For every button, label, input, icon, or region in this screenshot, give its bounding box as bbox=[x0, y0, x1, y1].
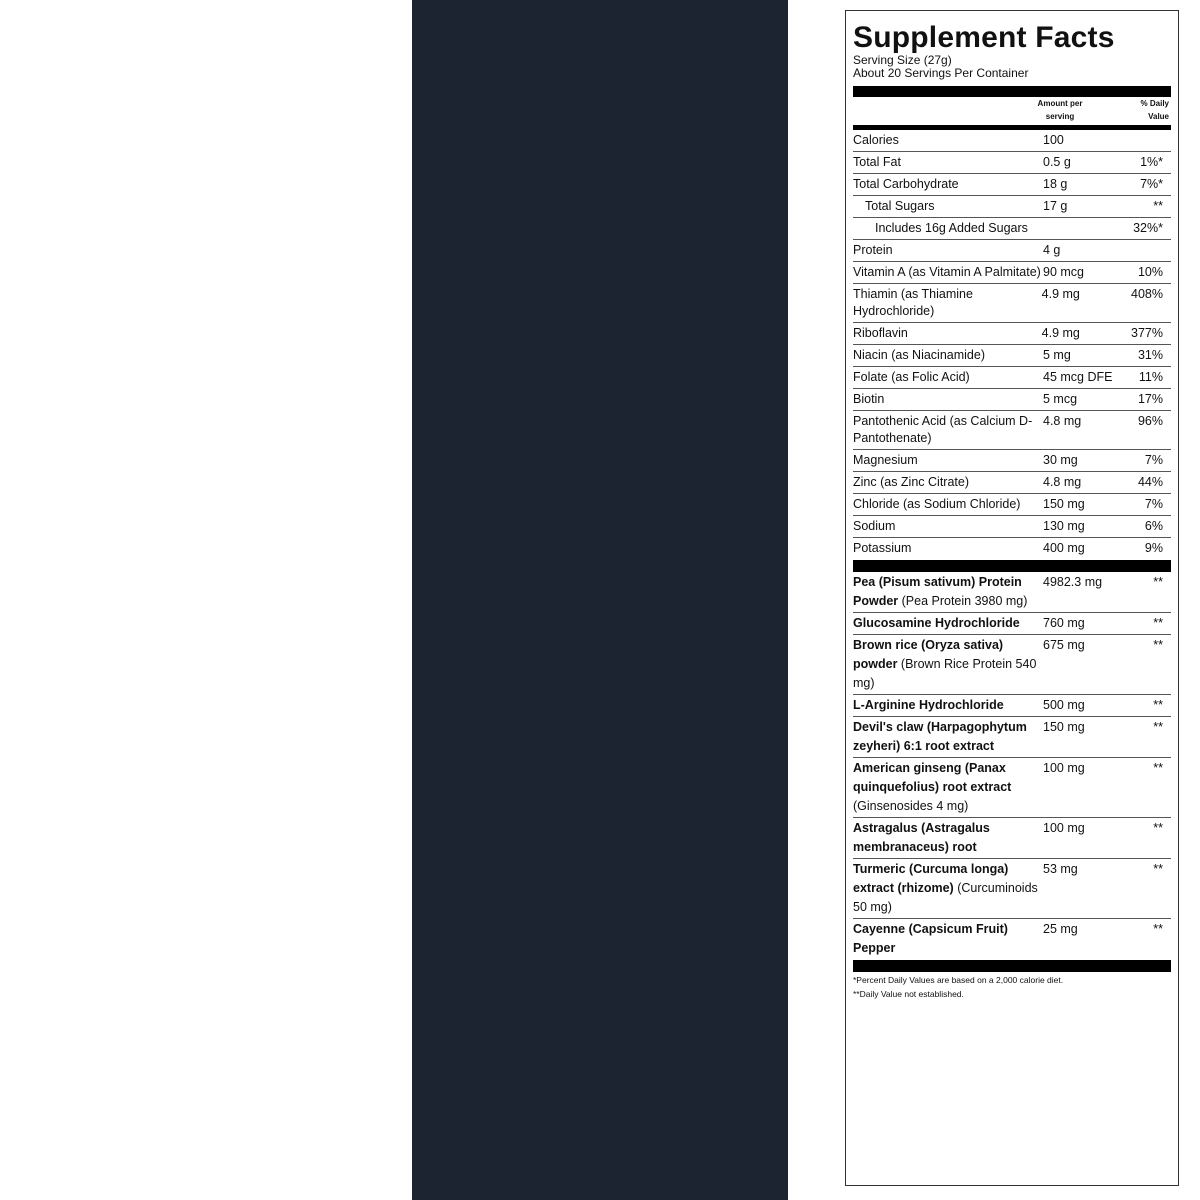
nutrient-amount: 4.8 mg bbox=[1043, 475, 1082, 489]
ingredient-daily-value: ** bbox=[1153, 761, 1163, 775]
nutrient-name: Riboflavin bbox=[853, 326, 908, 340]
nutrient-daily-value: 7%* bbox=[1140, 177, 1163, 191]
nutrient-daily-value: 9% bbox=[1144, 541, 1163, 555]
nutrient-row bbox=[853, 367, 1171, 389]
nutrient-daily-value: 32%* bbox=[1133, 221, 1163, 235]
nutrient-amount: 4.8 mg bbox=[1043, 414, 1082, 428]
ingredient-daily-value: ** bbox=[1153, 575, 1163, 589]
amount-header-line1: Amount per bbox=[1037, 99, 1083, 108]
ingredient-name-bold: Glucosamine Hydrochloride bbox=[853, 616, 1020, 630]
nutrient-amount: 100 bbox=[1043, 133, 1064, 147]
ingredient-amount: 760 mg bbox=[1043, 616, 1085, 630]
ingredient-name bbox=[853, 718, 1043, 756]
ingredient-amount: 100 mg bbox=[1043, 821, 1085, 835]
thick-divider bbox=[853, 86, 1171, 97]
nutrient-name: Magnesium bbox=[853, 453, 918, 467]
footnote-dv-basis: *Percent Daily Values are based on a 2,000 calorie diet. bbox=[853, 975, 1064, 985]
ingredient-name-bold: Pea (Pisum sativum) Protein Powder bbox=[853, 575, 1022, 608]
ingredient-name bbox=[853, 920, 1043, 958]
nutrient-row bbox=[853, 538, 1171, 559]
nutrient-row bbox=[853, 196, 1171, 218]
nutrient-name: Niacin (as Niacinamide) bbox=[853, 348, 985, 362]
ingredient-amount: 25 mg bbox=[1043, 922, 1078, 936]
ingredient-row bbox=[853, 758, 1171, 818]
nutrient-name: Potassium bbox=[853, 541, 912, 555]
nutrient-daily-value: 11% bbox=[1138, 370, 1163, 384]
nutrient-name: Calories bbox=[853, 133, 899, 147]
nutrient-name: Chloride (as Sodium Chloride) bbox=[853, 497, 1021, 511]
nutrient-daily-value bbox=[1133, 132, 1171, 149]
nutrient-name: Pantothenic Acid (as Calcium D-Pantothenate) bbox=[853, 414, 1033, 445]
nutrient-amount: 5 mg bbox=[1043, 348, 1071, 362]
nutrient-amount: 130 mg bbox=[1043, 519, 1085, 533]
ingredient-name bbox=[853, 636, 1043, 693]
amount-per-serving-header bbox=[1025, 97, 1095, 125]
nutrient-row bbox=[853, 174, 1171, 196]
nutrient-daily-value: 6% bbox=[1144, 519, 1163, 533]
nutrient-name: Total Fat bbox=[853, 155, 901, 169]
amount-header-line2: serving bbox=[1045, 112, 1075, 121]
ingredient-name bbox=[853, 819, 1043, 857]
ingredient-amount: 675 mg bbox=[1043, 638, 1085, 652]
ingredient-amount: 150 mg bbox=[1043, 720, 1085, 734]
ingredient-name-bold: Cayenne (Capsicum Fruit) Pepper bbox=[853, 922, 1008, 955]
label-frame bbox=[412, 0, 1169, 1200]
nutrient-amount: 90 mcg bbox=[1043, 265, 1084, 279]
nutrient-daily-value: 96% bbox=[1137, 414, 1163, 428]
servings-per-container: About 20 Servings Per Container bbox=[853, 66, 1029, 80]
nutrient-row bbox=[853, 494, 1171, 516]
footer-divider bbox=[853, 960, 1171, 972]
ingredient-name-bold: Astragalus (Astragalus membranaceus) root bbox=[853, 821, 990, 854]
supplement-facts-box bbox=[845, 10, 1179, 1186]
ingredient-daily-value: ** bbox=[1153, 821, 1163, 835]
column-header bbox=[853, 97, 1171, 125]
nutrient-amount: 4.9 mg bbox=[1041, 287, 1080, 301]
nutrient-row bbox=[853, 411, 1171, 450]
ingredient-name-detail: (Pea Protein 3980 mg) bbox=[898, 594, 1028, 608]
nutrient-daily-value: 10% bbox=[1137, 265, 1163, 279]
ingredient-row bbox=[853, 717, 1171, 758]
nutrient-daily-value: 1%* bbox=[1140, 155, 1163, 169]
ingredient-name-detail: (Curcuminoids 50 mg) bbox=[853, 881, 1038, 914]
ingredient-name bbox=[853, 759, 1043, 816]
ingredient-daily-value: ** bbox=[1153, 922, 1163, 936]
ingredient-daily-value: ** bbox=[1153, 698, 1163, 712]
nutrient-daily-value: 377% bbox=[1131, 326, 1163, 340]
nutrient-row bbox=[853, 450, 1171, 472]
nutrient-name: Biotin bbox=[853, 392, 885, 406]
nutrient-daily-value: 44% bbox=[1137, 475, 1163, 489]
nutrient-daily-value: 17% bbox=[1137, 392, 1163, 406]
ingredient-row bbox=[853, 695, 1171, 717]
nutrient-daily-value: ** bbox=[1153, 199, 1163, 213]
nutrient-daily-value: 7% bbox=[1144, 497, 1163, 511]
label-title: Supplement Facts bbox=[853, 21, 1115, 54]
nutrient-name: Protein bbox=[853, 243, 893, 257]
ingredient-name-bold: Brown rice (Oryza sativa) powder bbox=[853, 638, 1004, 671]
nutrient-name: Sodium bbox=[853, 519, 896, 533]
ingredient-daily-value: ** bbox=[1153, 862, 1163, 876]
nutrient-row bbox=[853, 472, 1171, 494]
ingredient-row bbox=[853, 818, 1171, 859]
nutrient-amount: 30 mg bbox=[1043, 453, 1078, 467]
nutrient-name: Thiamin (as Thiamine Hydrochloride) bbox=[853, 287, 973, 318]
ingredient-amount: 500 mg bbox=[1043, 698, 1085, 712]
ingredient-name-bold: American ginseng (Panax quinquefolius) root extract bbox=[853, 761, 1012, 794]
nutrient-amount bbox=[1043, 220, 1133, 237]
blend-divider bbox=[853, 560, 1171, 572]
nutrient-amount: 18 g bbox=[1043, 177, 1068, 191]
ingredient-amount: 100 mg bbox=[1043, 761, 1085, 775]
nutrient-row bbox=[853, 130, 1171, 152]
ingredient-name bbox=[853, 614, 1043, 633]
ingredient-name bbox=[853, 573, 1043, 611]
nutrient-amount: 4.9 mg bbox=[1041, 326, 1080, 340]
ingredient-name bbox=[853, 860, 1043, 917]
nutrient-name: Total Carbohydrate bbox=[853, 177, 959, 191]
nutrient-amount: 0.5 g bbox=[1043, 155, 1071, 169]
nutrient-daily-value: 31% bbox=[1137, 348, 1163, 362]
ingredient-row bbox=[853, 919, 1171, 959]
dv-header-line1: % Daily bbox=[1140, 99, 1169, 108]
ingredient-amount: 4982.3 mg bbox=[1043, 575, 1103, 589]
ingredient-name-bold: L-Arginine Hydrochloride bbox=[853, 698, 1004, 712]
nutrient-amount: 5 mcg bbox=[1043, 392, 1078, 406]
nutrient-row bbox=[853, 152, 1171, 174]
nutrient-amount: 17 g bbox=[1043, 199, 1068, 213]
label-panel bbox=[832, 6, 1192, 1192]
nutrient-name: Folate (as Folic Acid) bbox=[853, 370, 970, 384]
ingredient-table bbox=[853, 572, 1171, 959]
ingredient-row bbox=[853, 859, 1171, 919]
nutrient-row bbox=[853, 284, 1171, 323]
nutrient-row bbox=[853, 345, 1171, 367]
nutrient-row bbox=[853, 218, 1171, 240]
nutrient-row bbox=[853, 323, 1171, 345]
nutrient-name: Zinc (as Zinc Citrate) bbox=[853, 475, 969, 489]
nutrient-name: Vitamin A (as Vitamin A Palmitate) bbox=[853, 265, 1041, 279]
dv-header-line2: Value bbox=[1148, 112, 1169, 121]
ingredient-amount: 53 mg bbox=[1043, 862, 1078, 876]
ingredient-name-detail: (Brown Rice Protein 540 mg) bbox=[853, 657, 1037, 690]
ingredient-name-bold: Turmeric (Curcuma longa) extract (rhizome) bbox=[853, 862, 1009, 895]
ingredient-name bbox=[853, 696, 1043, 715]
serving-size: Serving Size (27g) bbox=[853, 53, 952, 67]
nutrient-amount: 150 mg bbox=[1043, 497, 1085, 511]
ingredient-daily-value: ** bbox=[1153, 638, 1163, 652]
nutrient-table bbox=[853, 130, 1171, 559]
nutrient-name: Includes 16g Added Sugars bbox=[875, 221, 1028, 235]
nutrient-row bbox=[853, 516, 1171, 538]
nutrient-amount: 4 g bbox=[1043, 243, 1061, 257]
ingredient-daily-value: ** bbox=[1153, 616, 1163, 630]
nutrient-daily-value: 408% bbox=[1131, 287, 1163, 301]
ingredient-row bbox=[853, 572, 1171, 613]
ingredient-daily-value: ** bbox=[1153, 720, 1163, 734]
nutrient-name: Total Sugars bbox=[865, 199, 935, 213]
footnote-dv-not-established: **Daily Value not established. bbox=[853, 989, 964, 999]
ingredient-name-detail: (Ginsenosides 4 mg) bbox=[853, 799, 969, 813]
nutrient-amount: 400 mg bbox=[1043, 541, 1085, 555]
nutrient-row bbox=[853, 389, 1171, 411]
ingredient-name-bold: Devil's claw (Harpagophytum zeyheri) 6:1 root extract bbox=[853, 720, 1027, 753]
nutrient-daily-value bbox=[1133, 242, 1171, 259]
daily-value-header bbox=[1095, 97, 1171, 125]
nutrient-row bbox=[853, 240, 1171, 262]
ingredient-row bbox=[853, 613, 1171, 635]
nutrient-daily-value: 7% bbox=[1144, 453, 1163, 467]
ingredient-row bbox=[853, 635, 1171, 695]
nutrient-row bbox=[853, 262, 1171, 284]
nutrient-amount: 45 mcg DFE bbox=[1043, 370, 1113, 384]
